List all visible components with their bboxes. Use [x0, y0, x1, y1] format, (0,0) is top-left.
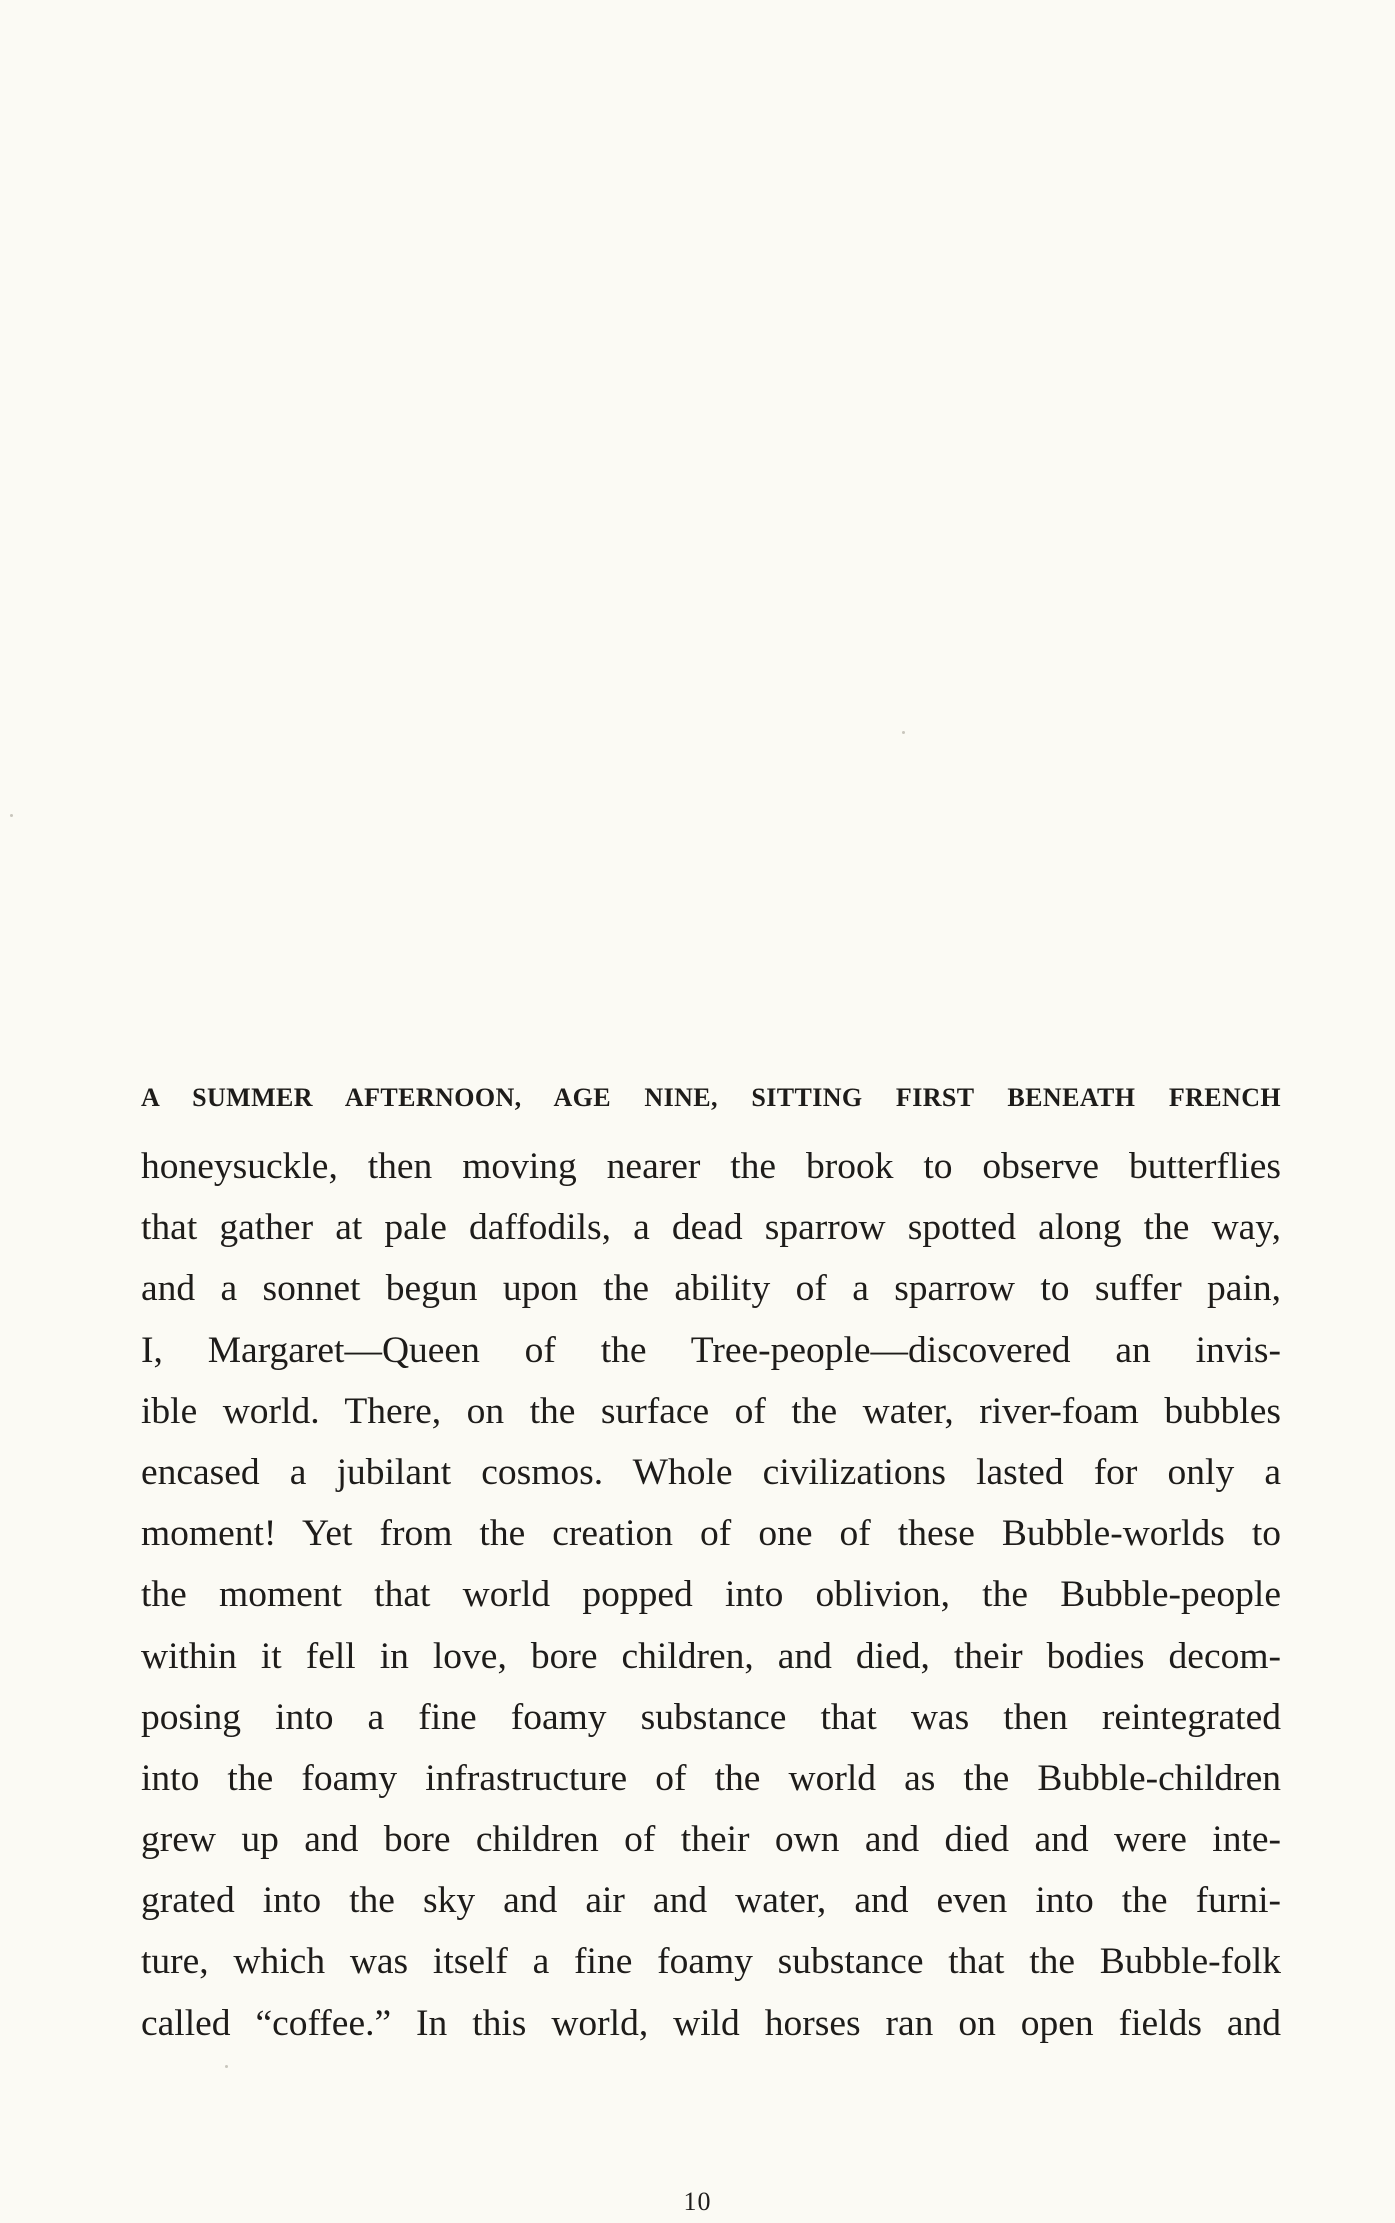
- opening-small-caps: A SUMMER AFTERNOON, AGE NINE, SITTING FIRST BENEATH FRENCH: [141, 1083, 1281, 1112]
- text-line: posing into a fine foamy substance that was then reintegrated: [141, 1696, 1281, 1738]
- text-line: moment! Yet from the creation of one of these Bubble-worlds to: [141, 1513, 1281, 1555]
- body-text: [141, 1077, 1281, 2054]
- paper-speck: [10, 814, 13, 817]
- text-line: into the foamy infrastructure of the world as the Bubble-children: [141, 1757, 1281, 1799]
- text-line: and a sonnet begun upon the ability of a sparrow to suffer pain,: [141, 1268, 1281, 1310]
- text-line: called “coffee.” In this world, wild horses ran on open fields and: [141, 2002, 1281, 2044]
- paper-speck: [902, 731, 905, 734]
- text-line: grew up and bore children of their own and died and were inte-: [141, 1819, 1281, 1861]
- text-line: the moment that world popped into oblivion, the Bubble-people: [141, 1574, 1281, 1616]
- text-line: ible world. There, on the surface of the water, river-foam bubbles: [141, 1390, 1281, 1432]
- text-line: I, Margaret—Queen of the Tree-people—discovered an invis-: [141, 1329, 1281, 1371]
- text-line: encased a jubilant cosmos. Whole civilizations lasted for only a: [141, 1451, 1281, 1493]
- paper-speck: [225, 2065, 228, 2068]
- page-number: 10: [683, 2187, 712, 2216]
- text-line: that gather at pale daffodils, a dead sparrow spotted along the way,: [141, 1207, 1281, 1249]
- text-line: honeysuckle, then moving nearer the brook to observe butterflies: [141, 1146, 1281, 1187]
- text-line: ture, which was itself a fine foamy substance that the Bubble-folk: [141, 1941, 1281, 1983]
- text-line: within it fell in love, bore children, and died, their bodies decom-: [141, 1635, 1281, 1677]
- text-line: grated into the sky and air and water, and even into the furni-: [141, 1880, 1281, 1922]
